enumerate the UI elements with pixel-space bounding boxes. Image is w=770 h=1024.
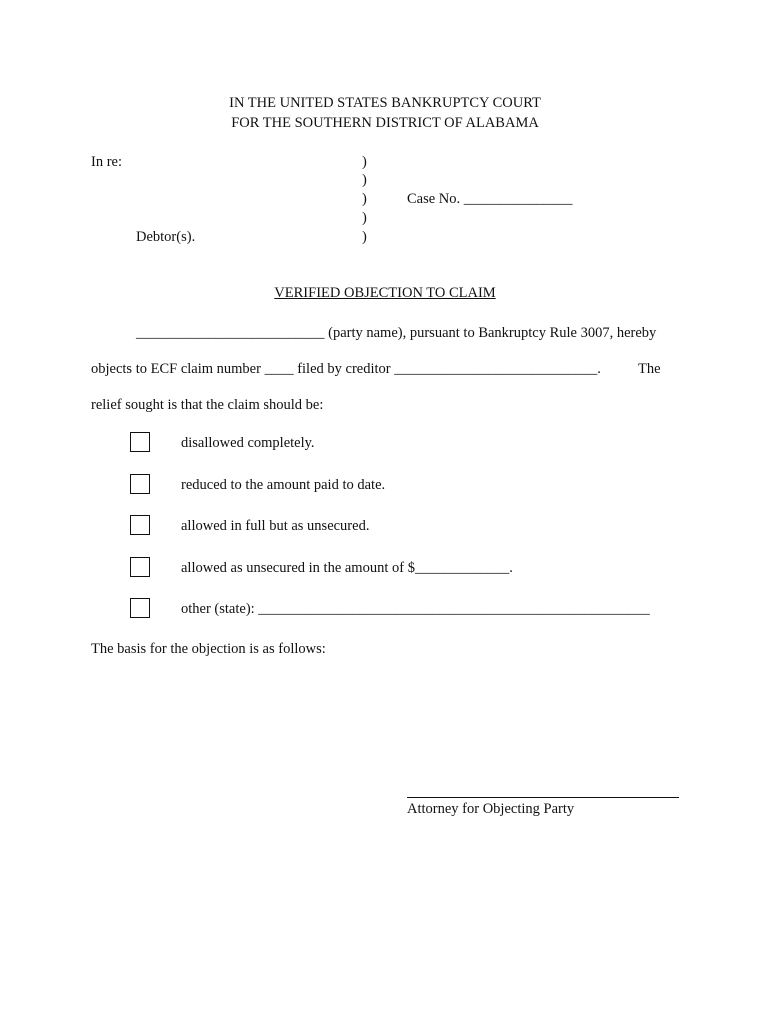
in-re-label: In re: (91, 154, 122, 170)
party-name-line[interactable]: __________________________ (party name), pursuant to Bankruptcy Rule 3007, hereby (136, 325, 657, 341)
claim-number-line[interactable]: objects to ECF claim number ____ filed by creditor ____________________________. (91, 361, 601, 377)
option-label[interactable]: allowed as unsecured in the amount of $_____________. (181, 560, 513, 576)
caption-paren: ) (362, 229, 367, 245)
option-label: disallowed completely. (181, 435, 315, 451)
body-text-the: The (638, 361, 661, 377)
option-checkbox-unsecured[interactable] (130, 515, 150, 535)
court-name-line2: FOR THE SOUTHERN DISTRICT OF ALABAMA (231, 115, 539, 131)
signature-line[interactable] (407, 797, 679, 798)
option-label: allowed in full but as unsecured. (181, 518, 370, 534)
option-checkbox-other[interactable] (130, 598, 150, 618)
basis-label: The basis for the objection is as follows: (91, 641, 326, 657)
document-title: VERIFIED OBJECTION TO CLAIM (274, 285, 496, 301)
caption-paren: ) (362, 154, 367, 170)
caption-paren: ) (362, 191, 367, 207)
option-checkbox-unsecured-amount[interactable] (130, 557, 150, 577)
option-label[interactable]: other (state): ______________________________________________________ (181, 601, 650, 617)
caption-paren: ) (362, 172, 367, 188)
caption-paren: ) (362, 210, 367, 226)
option-checkbox-reduced[interactable] (130, 474, 150, 494)
debtor-label: Debtor(s). (136, 229, 196, 245)
case-number-field[interactable]: Case No. _______________ (407, 191, 573, 207)
court-name-line1: IN THE UNITED STATES BANKRUPTCY COURT (229, 95, 541, 111)
option-checkbox-disallowed[interactable] (130, 432, 150, 452)
signature-label: Attorney for Objecting Party (407, 801, 575, 817)
relief-intro: relief sought is that the claim should be: (91, 397, 324, 413)
option-label: reduced to the amount paid to date. (181, 477, 386, 493)
